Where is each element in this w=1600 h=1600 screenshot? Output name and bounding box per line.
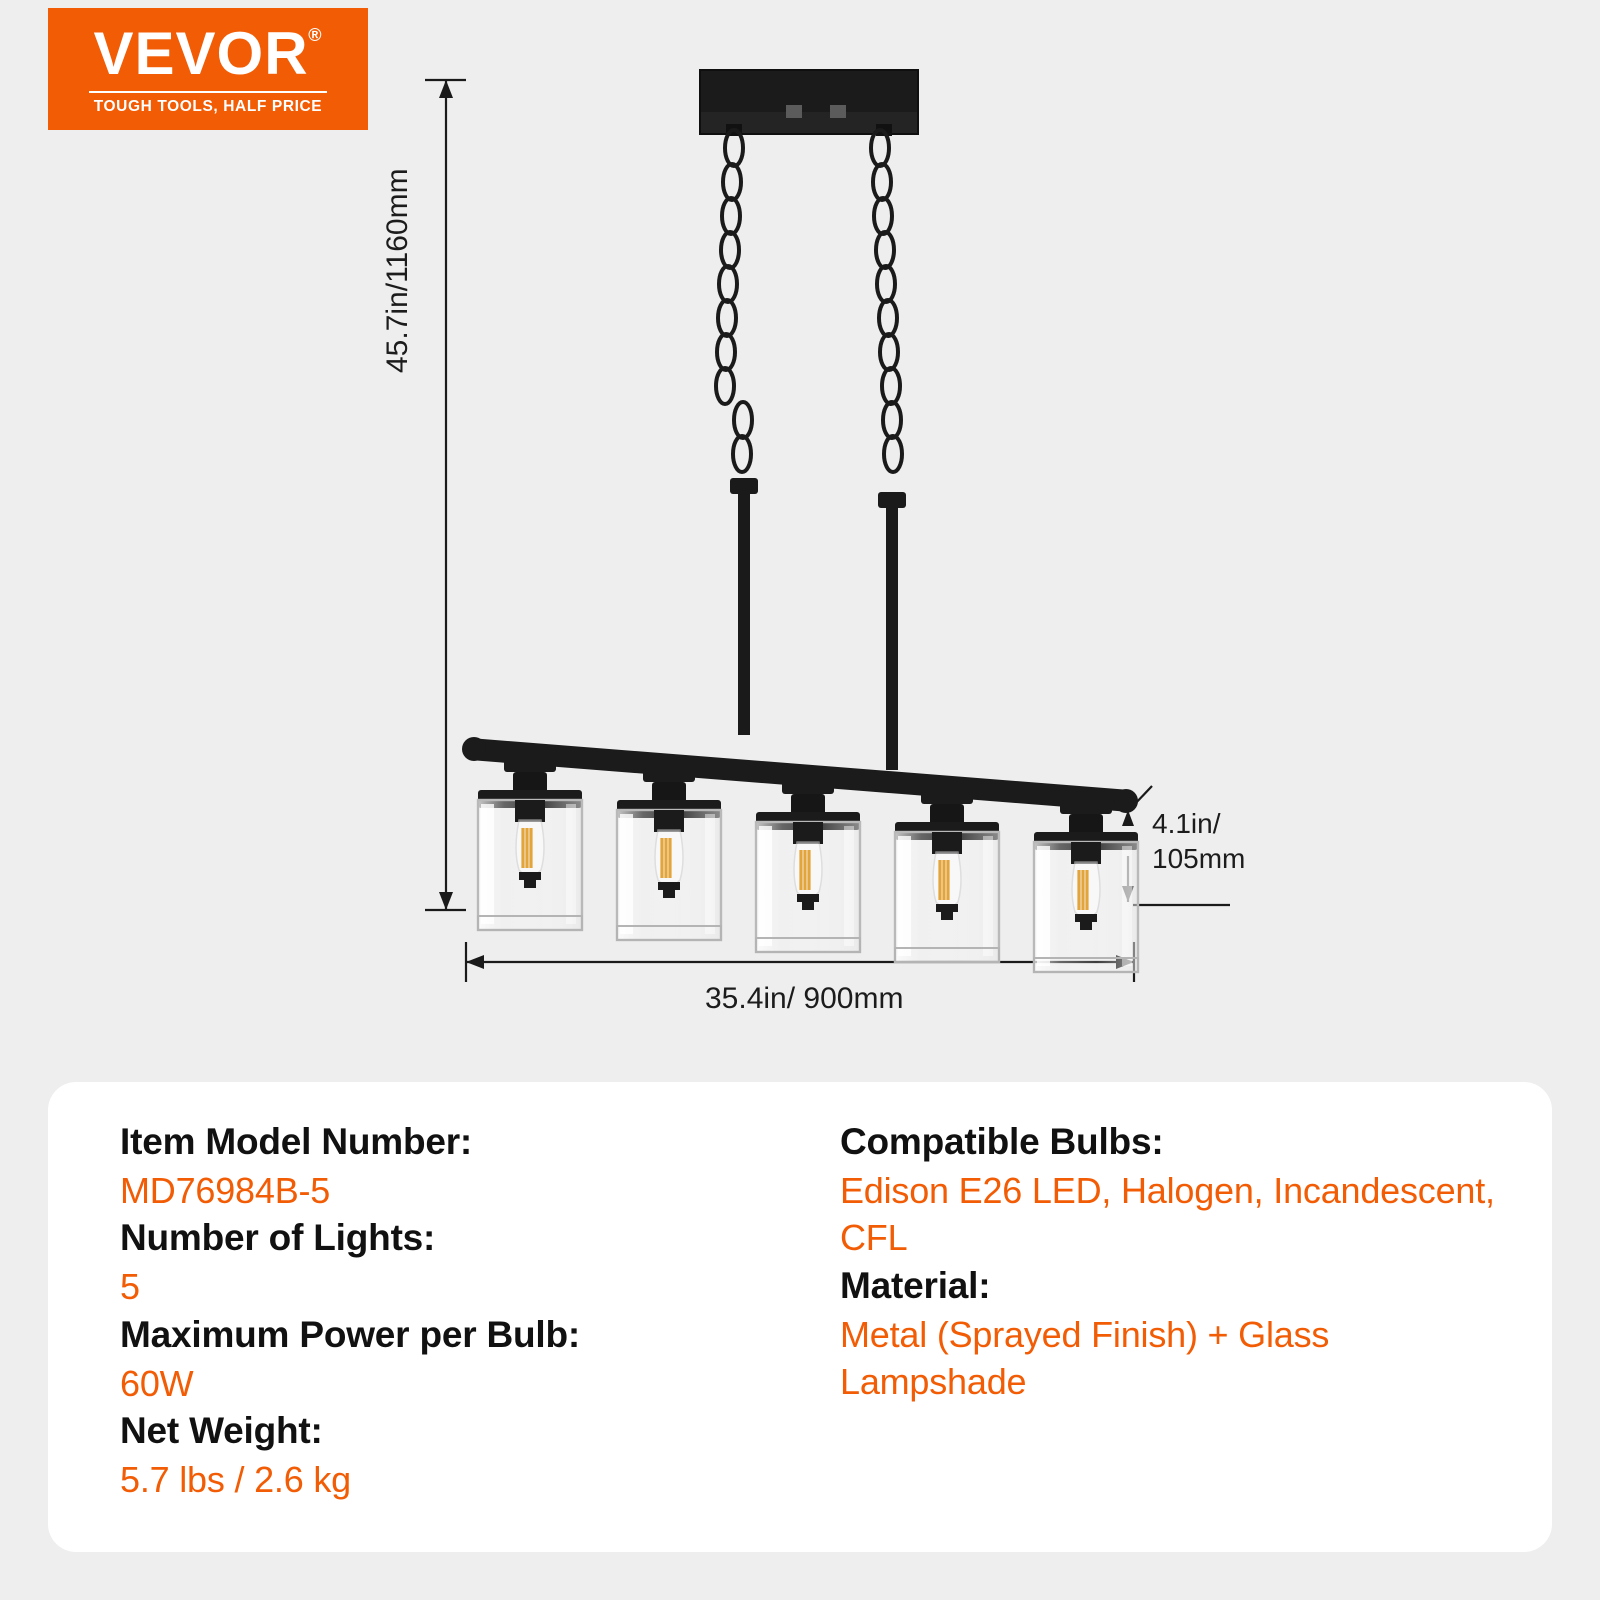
spec-term-compatible-bulbs: Compatible Bulbs: <box>840 1121 1164 1162</box>
spec-term-number-of-lights: Number of Lights: <box>120 1217 436 1259</box>
spec-term-max-power: Maximum Power per Bulb: <box>120 1313 581 1355</box>
depth-dimension-line1: 4.1in/ <box>1152 808 1221 839</box>
spec-column-left <box>120 1118 780 1524</box>
spec-term-model-number: Item Model Number: <box>120 1121 473 1162</box>
spec-term-material: Material: <box>840 1264 991 1306</box>
light-fixture-2 <box>617 768 721 940</box>
downrod-right <box>886 500 898 770</box>
registered-mark: ® <box>308 24 323 45</box>
chain-coupler-left <box>730 478 758 494</box>
bulb-3 <box>794 842 822 910</box>
light-fixture-4 <box>895 790 999 962</box>
spec-value-net-weight: 5.7 lbs / 2.6 kg <box>120 1458 351 1500</box>
spec-value-max-power: 60W <box>120 1362 194 1404</box>
width-dimension-label: 35.4in/ 900mm <box>705 982 904 1015</box>
spec-value-model-number: MD76984B-5 <box>120 1169 331 1211</box>
bulb-5 <box>1072 862 1100 930</box>
chain-right <box>871 130 902 472</box>
light-fixture-1 <box>478 758 582 930</box>
bulb-4 <box>933 852 961 920</box>
chain-coupler-right <box>878 492 906 508</box>
depth-dimension-label <box>1152 806 1282 876</box>
spec-value-compatible-bulbs: Edison E26 LED, Halogen, Incandescent, CFL <box>840 1169 1495 1259</box>
downrod-left <box>738 485 750 735</box>
spec-value-number-of-lights: 5 <box>120 1266 140 1308</box>
specification-card <box>48 1082 1552 1552</box>
spec-term-net-weight: Net Weight: <box>120 1410 323 1452</box>
depth-dimension-line2: 105mm <box>1152 843 1246 874</box>
chain-left <box>716 130 752 472</box>
light-fixture-3 <box>756 780 860 952</box>
brand-tagline: TOUGH TOOLS, HALF PRICE <box>93 97 323 115</box>
height-dimension-label: 45.7in/1160mm <box>381 168 414 373</box>
bulb-2 <box>655 830 683 898</box>
bulb-1 <box>516 820 544 888</box>
spec-column-right <box>820 1118 1500 1524</box>
ceiling-canopy <box>700 70 918 136</box>
brand-name-text: VEVOR <box>93 19 309 87</box>
spec-value-material: Metal (Sprayed Finish) + Glass Lampshade <box>840 1313 1330 1403</box>
